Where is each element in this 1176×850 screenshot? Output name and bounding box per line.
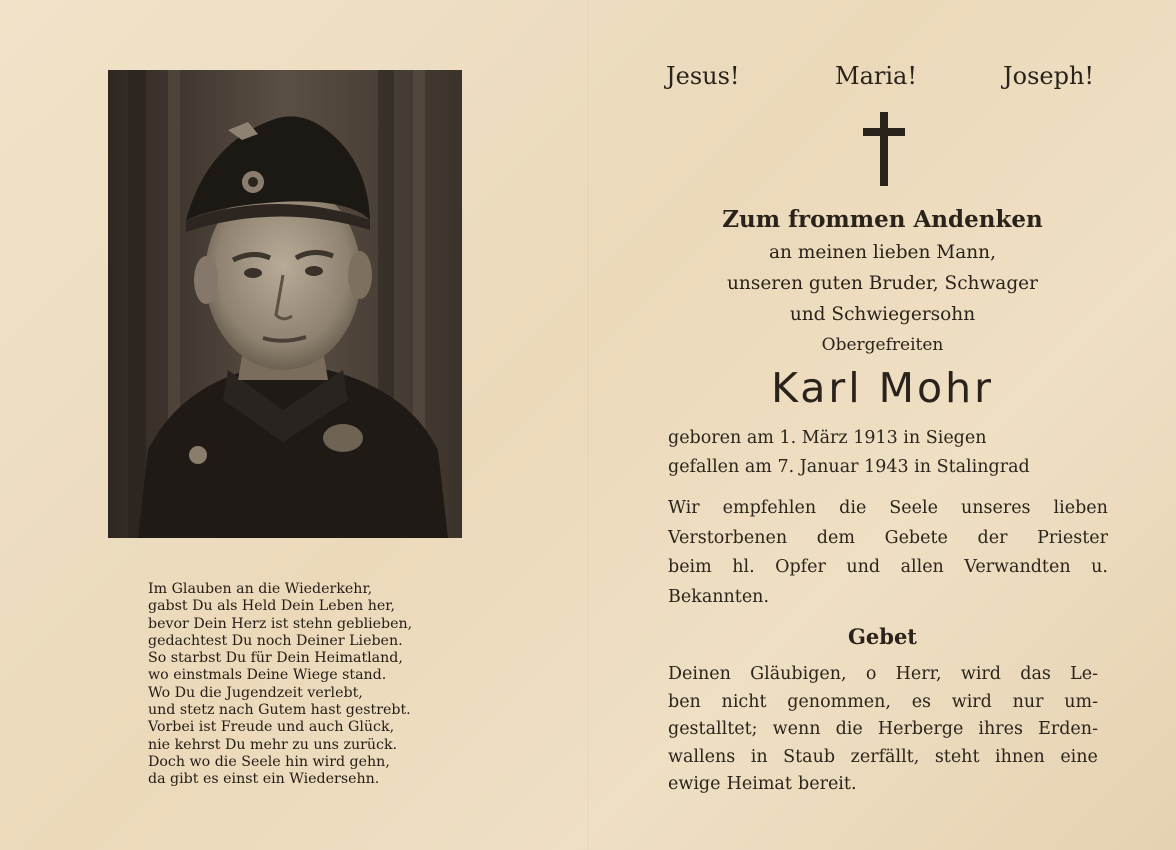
word: Seele [889,498,938,518]
word: in [750,746,768,767]
word: und [846,557,881,577]
word: u. [1091,557,1108,577]
word: unseres [960,498,1031,518]
word: um- [1064,691,1098,712]
request-line [668,553,1108,583]
word: Opfer [775,557,826,577]
word: Wir [668,498,700,518]
word: es [911,691,932,712]
portrait-photo [108,70,462,538]
prayer-title: Gebet [847,624,918,649]
request-line [668,524,1108,554]
word: ben [668,691,701,712]
poem-line: da gibt es einst ein Wiedersehn. [148,771,380,788]
word: nur [1012,691,1044,712]
word: die [839,498,867,518]
word: genommen, [787,691,891,712]
word: steht [934,746,980,767]
poem-line: Im Glauben an die Wiederkehr, [148,581,373,597]
word: das [1020,664,1051,684]
word: Verwandten [964,557,1071,577]
poem-line: gedachtest Du noch Deiner Lieben. [148,632,403,649]
word: wird [951,691,992,712]
poem-line: Wo Du die Jugendzeit verlebt, [148,684,363,701]
invocation-joseph: Joseph! [1003,62,1095,90]
word: wenn [772,719,821,739]
prayer-text [668,661,1098,799]
request-line [668,494,1108,524]
prayer-line [668,771,1098,799]
portrait-illustration [108,70,462,538]
word: hl. [732,557,755,577]
word: Le- [1070,664,1098,684]
card-fold [588,0,590,850]
word: Gebete [884,527,948,548]
deceased-name: Karl Mohr [771,364,994,412]
dedication-line: an meinen lieben Mann, [769,242,996,263]
death-line: gefallen am 7. Januar 1943 in Stalingrad [668,457,1030,477]
dedication-line: unseren guten Bruder, Schwager [727,273,1038,294]
word: Herr, [895,664,942,684]
word: zerfällt, [850,746,920,767]
rank: Obergefreiten [821,335,944,355]
word: empfehlen [722,498,817,518]
word: Deinen [668,664,731,684]
prayer-line [668,744,1098,772]
word: Priester [1037,527,1108,548]
word: Herberge [877,719,964,739]
poem-line: gabst Du als Held Dein Leben her, [148,598,395,615]
word: allen [900,557,944,577]
request-line [668,583,1108,613]
word: ihnen [995,746,1045,767]
word: wird [960,664,1002,684]
word: der [977,527,1008,548]
word: gestalltet; [668,719,758,739]
poem-line: Vorbei ist Freude und auch Glück, [148,719,395,736]
word: wallens [668,746,736,767]
poem-line: und stetz nach Gutem hast gestrebt. [148,702,411,719]
poem-line: wo einstmals Deine Wiege stand. [148,667,387,684]
word: Staub [783,746,836,767]
life-dates [668,424,1108,482]
word: Verstorbenen [668,527,788,548]
poem-line: Doch wo die Seele hin wird gehn, [148,753,390,770]
invocation-jesus: Jesus! [666,62,740,90]
invocation-maria: Maria! [835,62,917,90]
word: Heimat [726,774,792,794]
poem-line: bevor Dein Herz ist stehn geblieben, [148,615,413,632]
heading: Zum frommen Andenken [722,206,1043,233]
invocation-line [660,62,1100,96]
request-paragraph [668,494,1108,612]
word: Bekannten. [668,586,770,607]
poem-line: So starbst Du für Dein Heimatland, [148,650,403,667]
cross-icon [863,112,905,186]
word: ihres [978,719,1023,739]
word: eine [1060,746,1098,767]
poem-line: nie kehrst Du mehr zu uns zurück. [148,736,398,753]
word: dem [816,527,855,548]
dedication-line: und Schwiegersohn [789,304,976,325]
word: ewige [668,774,721,794]
word: beim [668,557,712,577]
prayer-line [668,689,1098,717]
word: Erden- [1038,719,1098,739]
prayer-line [668,661,1098,689]
word: o [865,664,877,684]
memorial-poem [148,581,468,789]
word: die [835,719,863,739]
dedication-block [660,203,1105,414]
word: bereit. [798,774,857,794]
word: lieben [1053,498,1108,518]
birth-line: geboren am 1. März 1913 in Siegen [668,428,987,448]
prayer-line [668,716,1098,744]
word: nicht [721,691,767,712]
word: Gläubigen, [750,664,847,684]
